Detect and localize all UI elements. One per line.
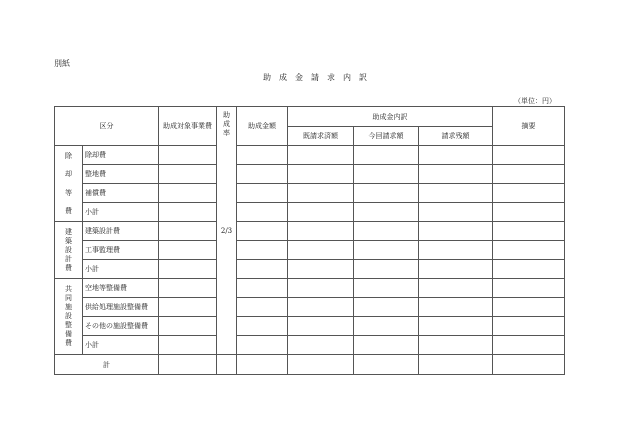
group-design-char-4: 計 — [65, 254, 72, 263]
claim-breakdown-table — [54, 106, 565, 375]
cell — [288, 279, 354, 298]
row-label: 小計 — [83, 203, 159, 222]
cell — [419, 298, 493, 317]
cell — [288, 184, 354, 203]
cell — [354, 203, 419, 222]
cell — [419, 184, 493, 203]
row-label: その他の施設整備費 — [83, 317, 159, 336]
group-facility-char-2: 同 — [65, 294, 72, 302]
cell — [354, 222, 419, 241]
group-facility-char-4: 設 — [65, 312, 72, 320]
cell — [354, 355, 419, 375]
cell — [237, 336, 288, 355]
attachment-label: 別紙 — [54, 59, 70, 68]
cell — [288, 222, 354, 241]
header-amount: 助成金額 — [237, 107, 288, 146]
group-facility-char-3: 施 — [65, 303, 72, 311]
cell — [159, 203, 217, 222]
group-facility-char-5: 整 — [65, 321, 72, 329]
cell — [237, 355, 288, 375]
group-design-char-2: 築 — [65, 236, 72, 245]
header-rate — [217, 111, 236, 138]
row-label: 工事監理費 — [83, 241, 159, 260]
group-design-char-3: 設 — [65, 245, 72, 254]
cell — [419, 222, 493, 241]
header-remarks: 摘要 — [493, 107, 565, 146]
cell — [237, 298, 288, 317]
rate-value: 2/3 — [220, 226, 233, 235]
cell — [493, 355, 565, 375]
total-label: 計 — [55, 355, 159, 375]
row-label: 小計 — [83, 260, 159, 279]
cell — [354, 298, 419, 317]
cell — [159, 317, 217, 336]
group-design-label — [55, 222, 83, 279]
header-rate-char-1: 助 — [223, 111, 230, 119]
group-design-char-5: 費 — [65, 263, 72, 272]
cell — [237, 184, 288, 203]
row-label: 補償費 — [83, 184, 159, 203]
cell — [159, 336, 217, 355]
cell — [237, 279, 288, 298]
group-removal-char-2: 却 — [65, 170, 72, 179]
group-facility-char-6: 備 — [65, 330, 72, 338]
header-remaining: 請求残額 — [419, 127, 493, 146]
cell — [419, 203, 493, 222]
cell — [159, 184, 217, 203]
cell — [288, 146, 354, 165]
cell — [419, 336, 493, 355]
cell — [288, 241, 354, 260]
cell — [237, 260, 288, 279]
cell — [419, 146, 493, 165]
cell — [159, 355, 217, 375]
cell — [237, 241, 288, 260]
header-category: 区分 — [55, 107, 159, 146]
cell — [493, 317, 565, 336]
cell — [493, 298, 565, 317]
row-label: 除却費 — [83, 146, 159, 165]
cell — [493, 203, 565, 222]
cell — [419, 279, 493, 298]
group-removal-char-1: 除 — [65, 151, 72, 160]
cell — [159, 279, 217, 298]
cell — [159, 146, 217, 165]
header-rate-char-3: 率 — [223, 129, 230, 137]
group-facility-char-1: 共 — [65, 285, 72, 293]
group-removal-char-4: 費 — [65, 207, 72, 216]
row-label: 小計 — [83, 336, 159, 355]
cell — [288, 203, 354, 222]
row-label: 供給処理施設整備費 — [83, 298, 159, 317]
header-subsidized-cost: 助成対象事業費 — [159, 107, 217, 146]
cell — [237, 203, 288, 222]
group-removal-char-3: 等 — [65, 188, 72, 197]
cell — [419, 260, 493, 279]
cell — [288, 317, 354, 336]
unit-note: （単位：円） — [514, 97, 556, 105]
cell — [354, 317, 419, 336]
cell — [159, 260, 217, 279]
cell — [419, 355, 493, 375]
cell — [354, 146, 419, 165]
cell — [217, 355, 237, 375]
cell — [288, 165, 354, 184]
header-breakdown: 助成金内訳 — [288, 107, 493, 127]
document-title: 助 成 金 請 求 内 訳 — [263, 73, 367, 82]
cell — [493, 336, 565, 355]
cell — [493, 279, 565, 298]
cell — [237, 317, 288, 336]
cell — [288, 298, 354, 317]
group-removal-label — [55, 146, 83, 222]
cell — [493, 146, 565, 165]
group-facility-label — [55, 279, 83, 355]
cell — [159, 165, 217, 184]
row-label: 整地費 — [83, 165, 159, 184]
cell — [419, 165, 493, 184]
cell — [288, 355, 354, 375]
header-rate-char-2: 成 — [223, 120, 230, 128]
cell — [159, 222, 217, 241]
cell — [288, 336, 354, 355]
cell — [159, 241, 217, 260]
group-facility-char-7: 費 — [65, 339, 72, 347]
cell — [354, 279, 419, 298]
cell — [493, 241, 565, 260]
cell — [237, 165, 288, 184]
cell — [288, 260, 354, 279]
cell — [354, 165, 419, 184]
group-design-char-1: 建 — [65, 227, 72, 236]
cell — [237, 222, 288, 241]
header-claimed: 既請求済額 — [288, 127, 354, 146]
cell — [493, 165, 565, 184]
cell — [237, 146, 288, 165]
rate-column — [217, 107, 237, 355]
cell — [354, 260, 419, 279]
cell — [419, 241, 493, 260]
cell — [354, 184, 419, 203]
cell — [493, 222, 565, 241]
cell — [493, 260, 565, 279]
cell — [354, 336, 419, 355]
cell — [419, 317, 493, 336]
row-label: 空地等整備費 — [83, 279, 159, 298]
cell — [159, 298, 217, 317]
row-label: 建築設計費 — [83, 222, 159, 241]
cell — [493, 184, 565, 203]
cell — [354, 241, 419, 260]
header-this-claim: 今回請求額 — [354, 127, 419, 146]
